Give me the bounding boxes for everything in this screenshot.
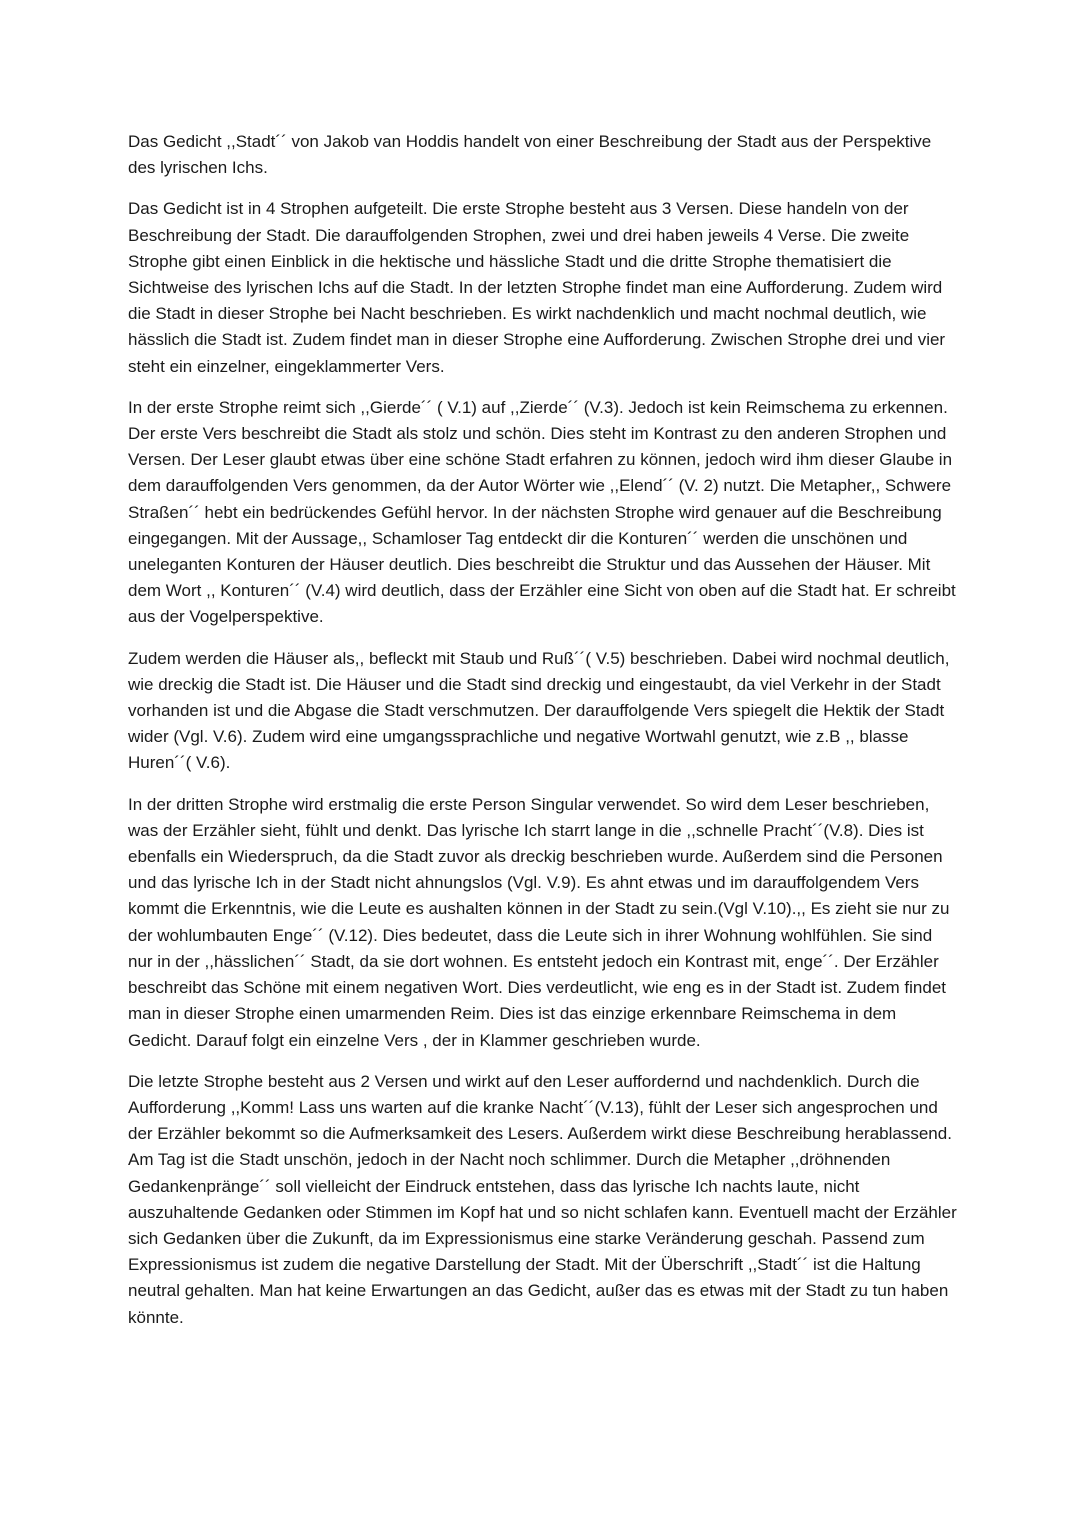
paragraph-third-stanza: In der dritten Strophe wird erstmalig die erste Person Singular verwendet. So wird dem Leser beschrieben, was der Erzähler sieht, fühlt und denkt. Das lyrische Ich starrt lange in die ,,schnelle Pracht´´(V.8). Dies ist ebenfalls ein Wiederspruch, da die Stadt zuvor als dreckig beschrieben wurde. Außerdem sind die Personen und das lyrische Ich in der Stadt nicht ahnungslos (Vgl. V.9). Es ahnt etwas und im darauffolgendem Vers kommt die Erkenntnis, wie die Leute es aushalten können in der Stadt zu sein.(Vgl V.10).,, Es zieht sie nur zu der wohlumbauten Enge´´ (V.12). Dies bedeutet, dass die Leute sich in ihrer Wohnung wohlfühlen. Sie sind nur in der ,,hässlichen´´ Stadt, da sie dort wohnen. Es entsteht jedoch ein Kontrast mit, enge´´. Der Erzähler beschreibt das Schöne mit einem negativen Wort. Dies verdeutlicht, wie eng es in der Stadt ist. Zudem findet man in dieser Strophe einen umarmenden Reim. Dies ist das einzige erkennbare Reimschema in dem Gedicht. Darauf folgt ein einzelne Vers , der in Klammer geschrieben wurde. bbox=[128, 794, 950, 1050]
paragraph-structure: Das Gedicht ist in 4 Strophen aufgeteilt. Die erste Strophe besteht aus 3 Versen. Diese handeln von der Beschreibung der Stadt. Die darauffolgenden Strophen, zwei und drei haben jeweils 4 Verse. Die zweite Strophe gibt einen Einblick in die hektische und hässliche Stadt und die dritte Strophe thematisiert die Sichtweise des lyrischen Ichs auf die Stadt. In der letzten Strophe findet man eine Aufforderung. Zudem wird die Stadt in dieser Strophe bei Nacht beschrieben. Es wirkt nachdenklich und macht nochmal deutlich, wie hässlich die Stadt ist. Zudem findet man in dieser Strophe eine Aufforderung. Zwischen Strophe drei und vier steht ein einzelner, eingeklammerter Vers. bbox=[128, 199, 946, 376]
paragraph-last-stanza: Die letzte Strophe besteht aus 2 Versen und wirkt auf den Leser auffordernd und nachdenklich. Durch die Aufforderung ,,Komm! Lass uns warten auf die kranke Nacht´´(V.13), fühlt der Leser sich angesprochen und der Erzähler bekommt so die Aufmerksamkeit des Lesers. Außerdem wirkt diese Beschreibung herablassend. Am Tag ist die Stadt unschön, jedoch in der Nacht noch schlimmer. Durch die Metapher ,,dröhnenden Gedankenpränge´´ soll vielleicht der Eindruck entstehen, dass das lyrische Ich nachts laute, nicht auszuhaltende Gedanken oder Stimmen im Kopf hat und so nicht schlafen kann. Eventuell macht der Erzähler sich Gedanken über die Zukunft, da im Expressionismus eine starke Veränderung geschah. Passend zum Expressionismus ist zudem die negative Darstellung der Stadt. Mit der Überschrift ,,Stadt´´ ist die Haltung neutral gehalten. Man hat keine Erwartungen an das Gedicht, außer das es etwas mit der Stadt zu tun haben könnte. bbox=[128, 1071, 957, 1327]
paragraph-houses: Zudem werden die Häuser als,, befleckt mit Staub und Ruß´´( V.5) beschrieben. Dabei wird nochmal deutlich, wie dreckig die Stadt ist. Die Häuser und die Stadt sind dreckig und eingestaubt, da viel Verkehr in der Stadt vorhanden ist und die Abgase die Stadt verschmutzen. Der darauffolgende Vers spiegelt die Hektik der Stadt wider (Vgl. V.6). Zudem wird eine umgangssprachliche und negative Wortwahl genutzt, wie z.B ,, blasse Huren´´( V.6). bbox=[128, 648, 950, 773]
essay-body bbox=[128, 129, 958, 1346]
paragraph-first-stanza: In der erste Strophe reimt sich ,,Gierde´´ ( V.1) auf ,,Zierde´´ (V.3). Jedoch ist kein Reimschema zu erkennen. Der erste Vers beschreibt die Stadt als stolz und schön. Dies steht im Kontrast zu den anderen Strophen und Versen. Der Leser glaubt etwas über eine schöne Stadt erfahren zu können, jedoch wird ihm dieser Glaube in dem darauffolgenden Vers genommen, da der Autor Wörter wie ,,Elend´´ (V. 2) nutzt. Die Metapher,, Schwere Straßen´´ hebt ein bedrückendes Gefühl hervor. In der nächsten Strophe wird genauer auf die Beschreibung eingegangen. Mit der Aussage,, Schamloser Tag entdeckt dir die Konturen´´ werden die unschönen und uneleganten Konturen der Häuser deutlich. Dies beschreibt die Struktur und das Aussehen der Häuser. Mit dem Wort ,, Konturen´´ (V.4) wird deutlich, dass der Erzähler eine Sicht von oben auf die Stadt hat. Er schreibt aus der Vogelperspektive. bbox=[128, 397, 956, 627]
paragraph-intro: Das Gedicht ,,Stadt´´ von Jakob van Hoddis handelt von einer Beschreibung der Stadt aus der Perspektive des lyrischen Ichs. bbox=[128, 132, 932, 178]
